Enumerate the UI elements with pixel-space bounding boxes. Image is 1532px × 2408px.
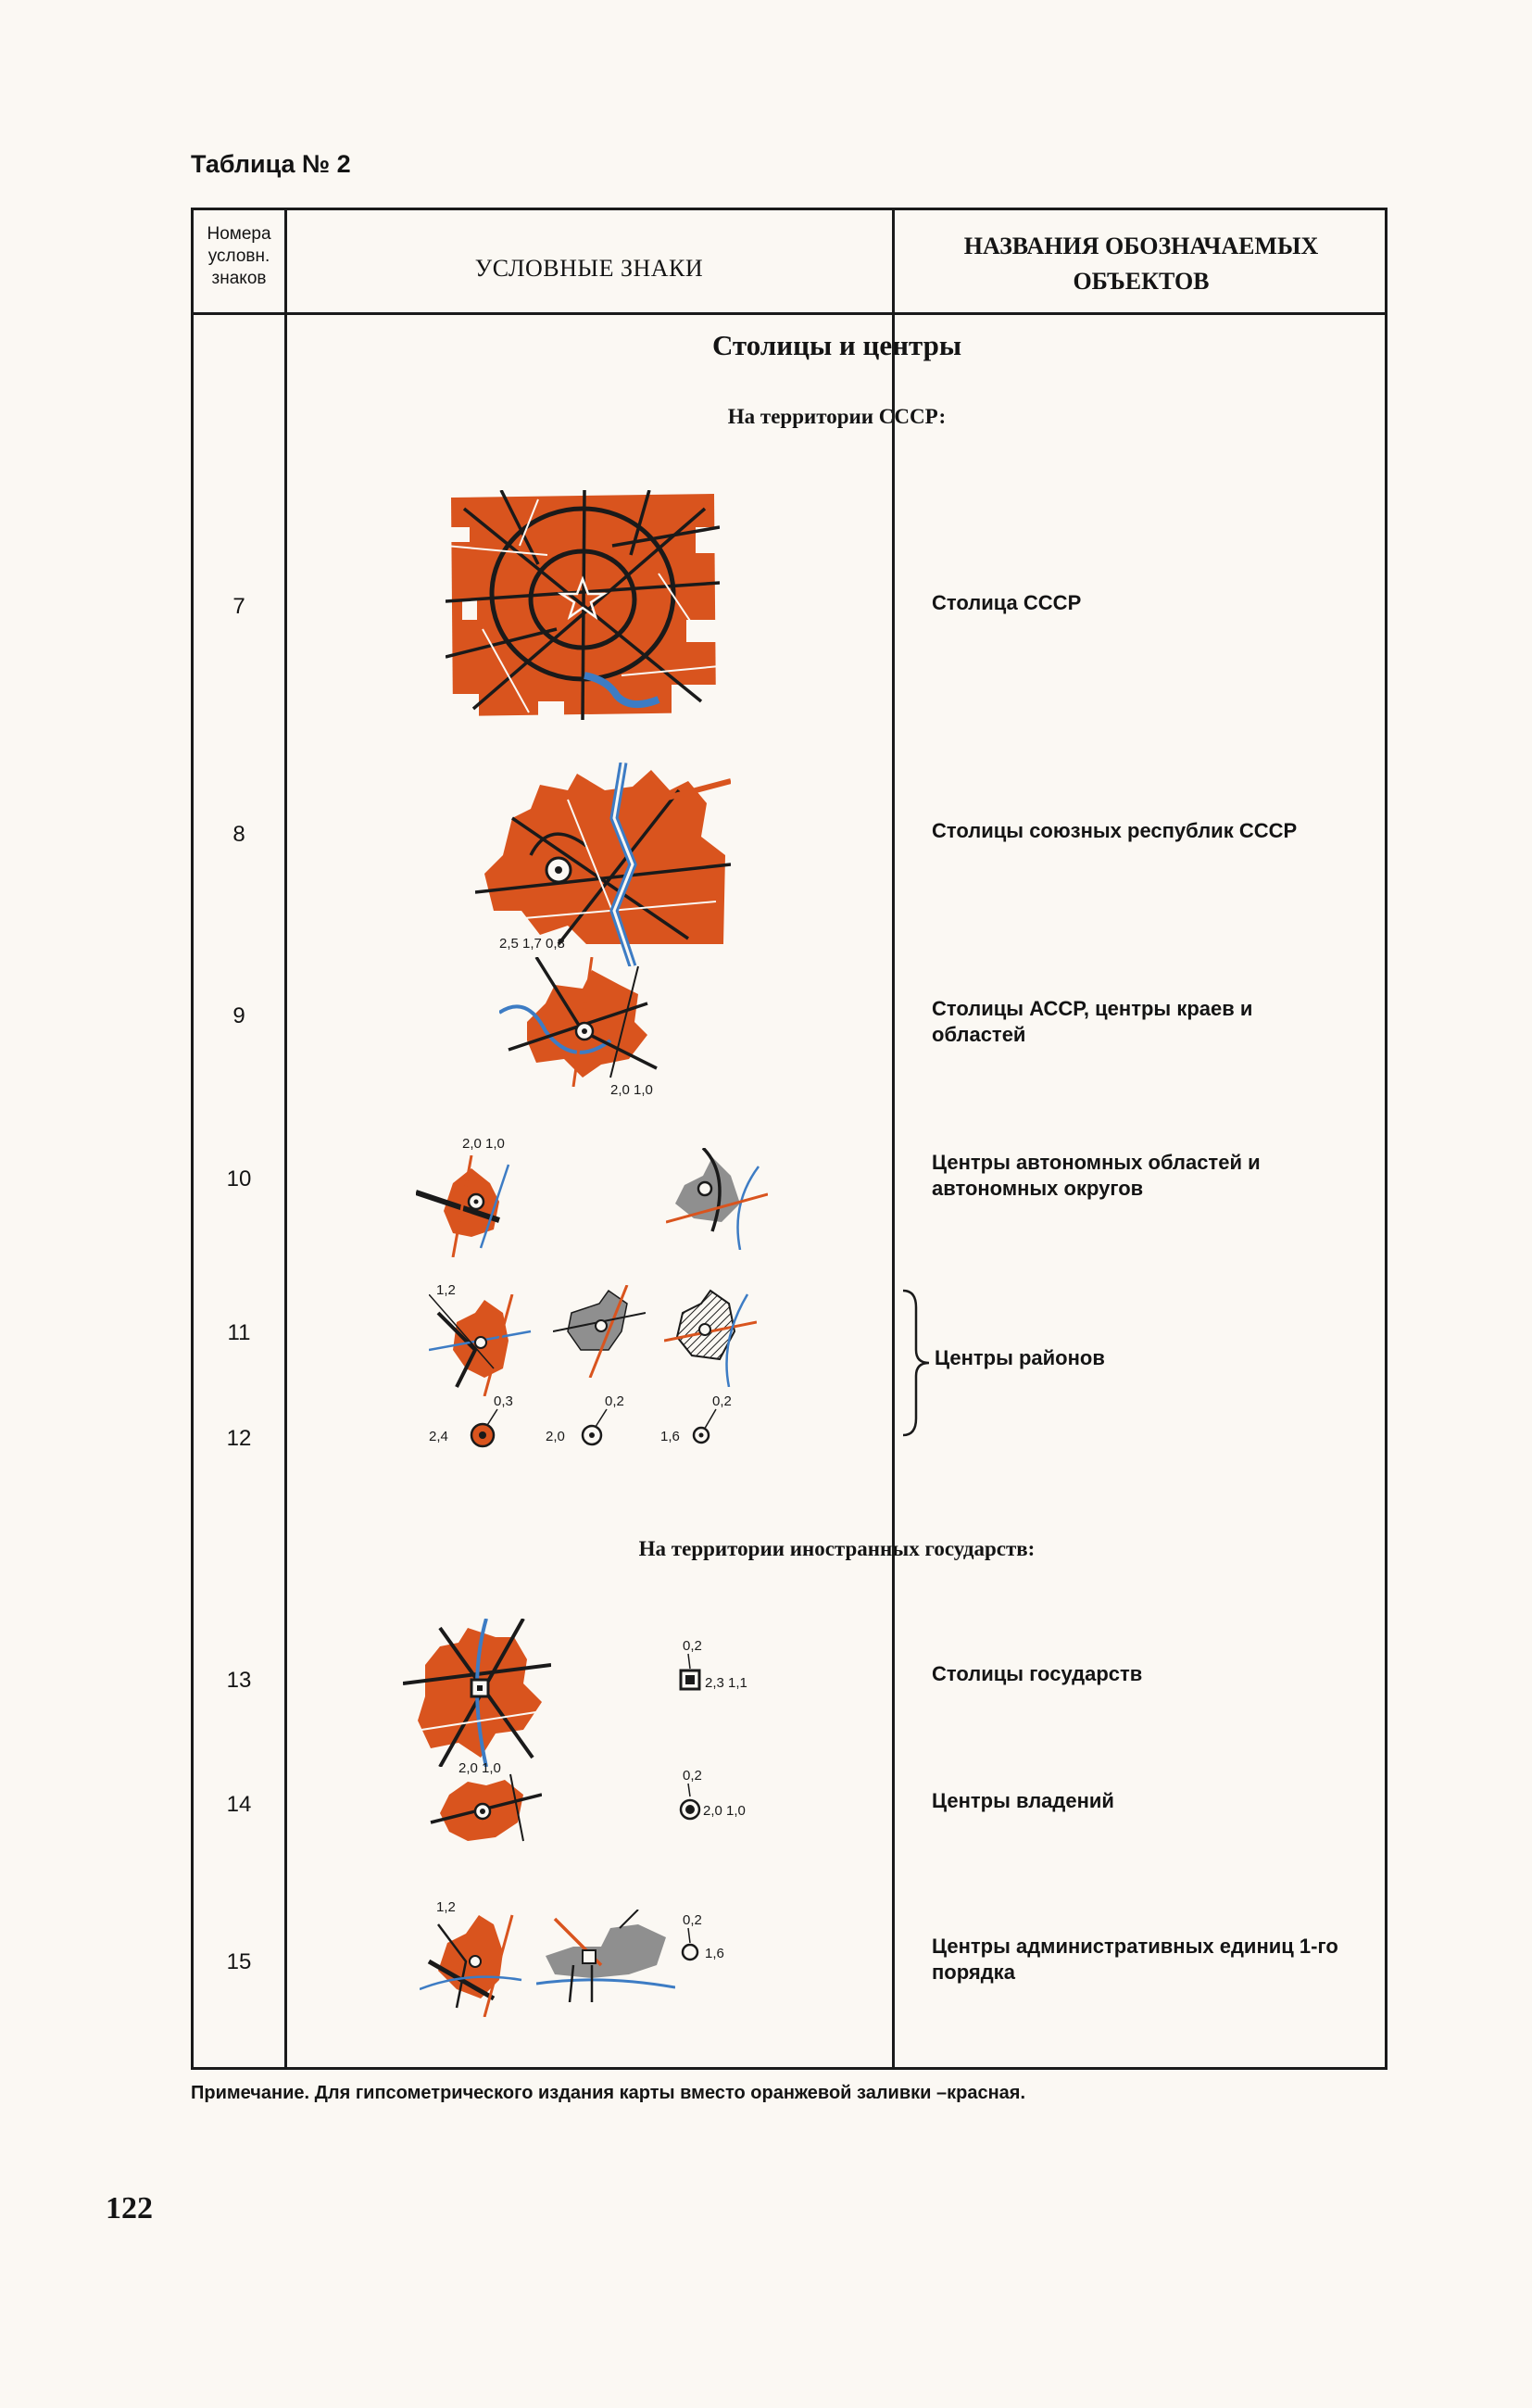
district-center-gray-symbol: [553, 1285, 646, 1378]
autonomous-center-orange-symbol: [416, 1155, 527, 1257]
svg-text:0,2: 0,2: [605, 1393, 624, 1409]
district-center-hatched-symbol: [664, 1285, 757, 1387]
district-center-dot-small-symbol: [660, 1393, 762, 1457]
svg-text:2,0 1,0: 2,0 1,0: [703, 1803, 746, 1819]
row-desc-9: Столицы АССР, центры краев и областей: [932, 997, 1253, 1046]
state-capital-small-symbol: [675, 1637, 777, 1702]
row-desc-8: Столицы союзных республик СССР: [932, 819, 1298, 842]
row-desc-15: Центры административных единиц 1-го порядка: [932, 1935, 1338, 1984]
svg-text:2,3 1,1: 2,3 1,1: [705, 1675, 747, 1691]
header-names: НАЗВАНИЯ ОБОЗНАЧАЕМЫХ ОБЪЕКТОВ: [963, 233, 1319, 295]
header-number: Номера условн. знаков: [207, 224, 271, 288]
admin-unit-center-gray-symbol: [536, 1910, 675, 2002]
section-foreign: На территории иностранных государств:: [638, 1537, 1036, 1560]
dim-label-10: [462, 1131, 536, 1154]
row-number-15: 15: [226, 1949, 252, 1974]
svg-text:2,4: 2,4: [429, 1429, 448, 1444]
row-number-7: 7: [232, 594, 245, 619]
column-divider-2: [892, 210, 895, 2067]
header-divider: [194, 312, 1385, 315]
row-desc-14: Центры владений: [932, 1789, 1114, 1812]
row-number-11: 11: [227, 1320, 251, 1345]
district-center-dot-medium-symbol: [546, 1393, 647, 1457]
svg-text:0,2: 0,2: [712, 1393, 732, 1409]
svg-text:1,6: 1,6: [705, 1946, 724, 1961]
svg-text:2,0: 2,0: [546, 1429, 565, 1444]
svg-text:0,2: 0,2: [683, 1768, 702, 1784]
admin-unit-center-small-symbol: [675, 1911, 759, 1976]
district-center-dot-large-symbol: [429, 1393, 540, 1457]
svg-text:2,5 1,7 0,8: 2,5 1,7 0,8: [499, 936, 565, 952]
possession-center-small-symbol: [675, 1767, 777, 1832]
svg-text:2,0 1,0: 2,0 1,0: [462, 1136, 505, 1152]
dim-label-8: [499, 931, 620, 953]
row-desc-11-12: Центры районов: [935, 1346, 1105, 1369]
svg-text:0,2: 0,2: [683, 1912, 702, 1928]
row-desc-7: Столица СССР: [932, 591, 1082, 614]
header-signs: УСЛОВНЫЕ ЗНАКИ: [474, 255, 704, 282]
table-note: Примечание. Для гипсометрического издания карты вместо оранжевой заливки –красная.: [191, 2083, 1026, 2103]
row-desc-10: Центры автономных областей и автономных округов: [932, 1151, 1261, 1200]
column-divider-1: [284, 210, 287, 2067]
row-number-14: 14: [226, 1792, 252, 1817]
svg-text:1,2: 1,2: [436, 1899, 456, 1915]
row-desc-13: Столицы государств: [932, 1662, 1143, 1685]
svg-text:2,0 1,0: 2,0 1,0: [458, 1760, 501, 1776]
row-number-8: 8: [232, 822, 245, 847]
autonomous-center-gray-symbol: [666, 1148, 768, 1250]
brace-icon: [898, 1289, 935, 1437]
ussr-capital-symbol: [446, 490, 720, 720]
legend-table: [191, 208, 1388, 2070]
row-number-10: 10: [226, 1166, 252, 1191]
district-center-orange-symbol: [429, 1294, 540, 1396]
page-number: 122: [106, 2191, 153, 2225]
svg-text:2,0 1,0: 2,0 1,0: [610, 1082, 653, 1098]
state-capital-symbol: [403, 1619, 551, 1767]
possession-center-symbol: [421, 1767, 542, 1850]
section-capitals: Столицы и центры: [711, 329, 962, 361]
row-number-13: 13: [226, 1668, 252, 1693]
svg-text:1,6: 1,6: [660, 1429, 680, 1444]
table-caption: Таблица № 2: [191, 150, 351, 178]
assr-capital-symbol: [499, 957, 666, 1087]
section-ussr: На территории СССР:: [727, 405, 947, 428]
dim-label-9: [610, 1078, 703, 1100]
admin-unit-center-orange-symbol: [420, 1906, 531, 2017]
row-number-9: 9: [232, 1003, 245, 1028]
svg-text:0,3: 0,3: [494, 1393, 513, 1409]
row-number-12: 12: [226, 1426, 252, 1451]
svg-text:0,2: 0,2: [683, 1638, 702, 1654]
svg-text:1,2: 1,2: [436, 1282, 456, 1298]
